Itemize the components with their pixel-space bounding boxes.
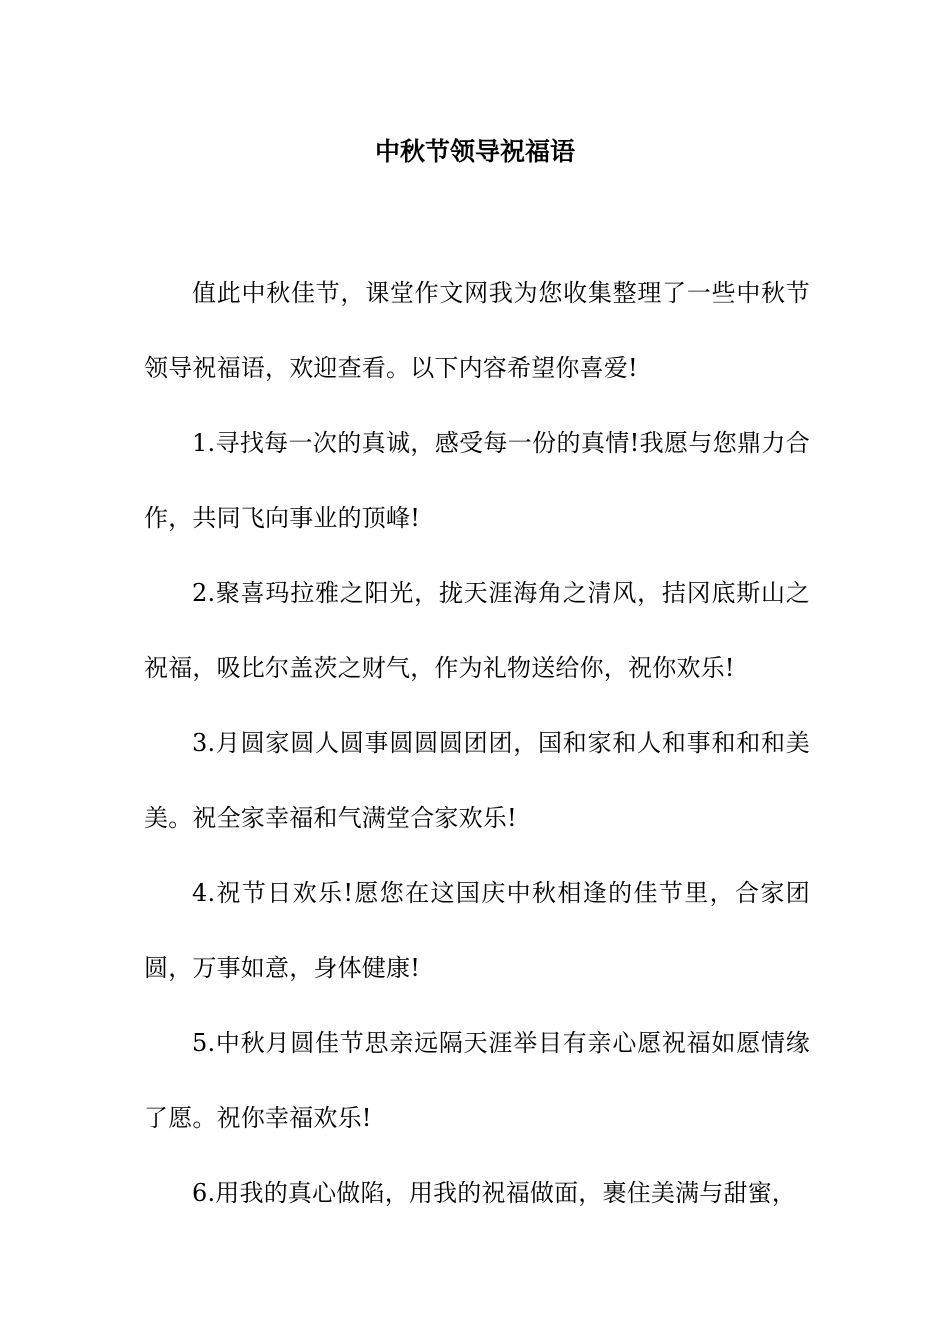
document-body [144, 256, 810, 1231]
greeting-paragraph-6: 6.用我的真心做陷，用我的祝福做面，裹住美满与甜蜜， [192, 1179, 797, 1207]
greeting-paragraph-2: 2.聚喜玛拉雅之阳光，拢天涯海角之清风，拮冈底斯山之祝福，吸比尔盖茨之财气，作为礼物送给你，祝你欢乐! [144, 579, 810, 682]
intro-paragraph: 值此中秋佳节，课堂作文网我为您收集整理了一些中秋节领导祝福语，欢迎查看。以下内容希望你喜爱! [144, 279, 810, 382]
greeting-paragraph-4: 4.祝节日欢乐!愿您在这国庆中秋相逢的佳节里，合家团圆，万事如意，身体健康! [144, 879, 810, 982]
greeting-paragraph-1: 1.寻找每一次的真诚，感受每一份的真情!我愿与您鼎力合作，共同飞向事业的顶峰! [144, 429, 810, 532]
document-title: 中秋节领导祝福语 [374, 137, 575, 166]
greeting-paragraph-5: 5.中秋月圆佳节思亲远隔天涯举目有亲心愿祝福如愿情缘了愿。祝你幸福欢乐! [144, 1029, 810, 1132]
greeting-paragraph-3: 3.月圆家圆人圆事圆圆圆团团，国和家和人和事和和和美美。祝全家幸福和气满堂合家欢乐! [144, 729, 810, 832]
